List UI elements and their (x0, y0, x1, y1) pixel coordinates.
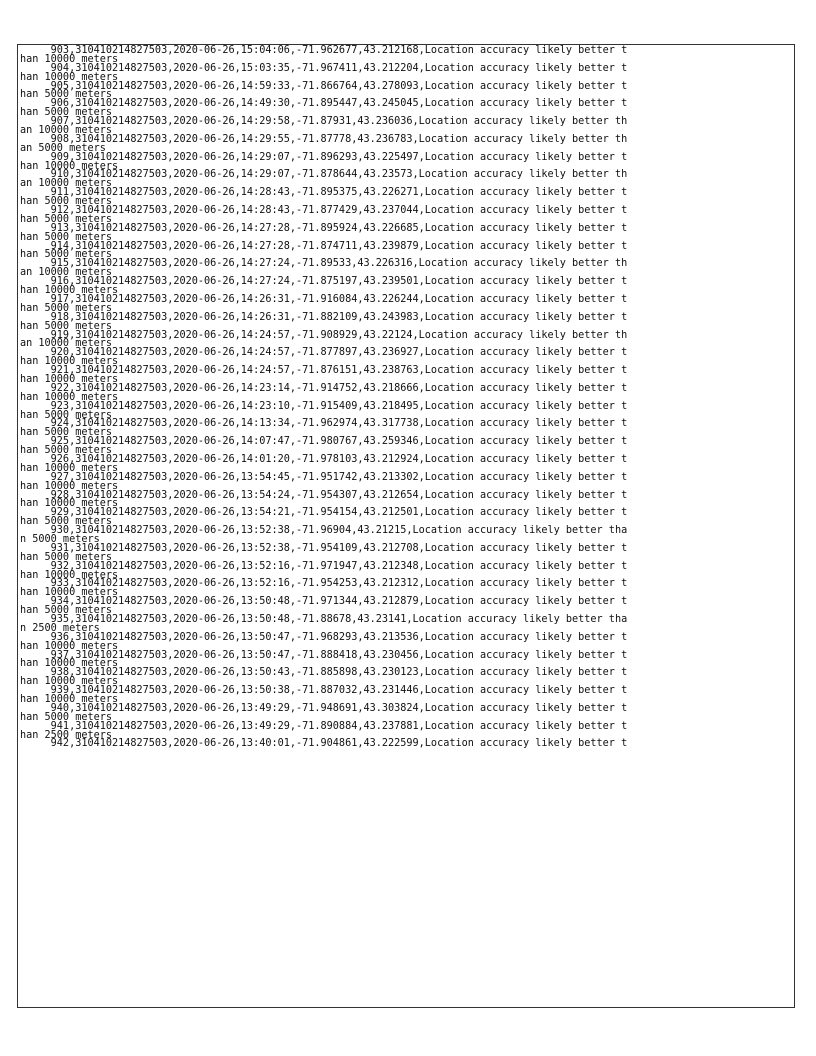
log-line: 911,310410214827503,2020-06-26,14:28:43,-71.895375,43.226271,Location accuracy likely better t (20, 187, 628, 199)
log-line: han 5000 meters (20, 711, 113, 723)
log-line: han 10000 meters (20, 658, 119, 670)
log-line: 918,310410214827503,2020-06-26,14:26:31,-71.882109,43.243983,Location accuracy likely better t (20, 311, 628, 323)
log-line: 908,310410214827503,2020-06-26,14:29:55,-71.87778,43.236783,Location accuracy likely better th (20, 133, 628, 145)
log-line: han 5000 meters (20, 427, 113, 439)
log-line: 926,310410214827503,2020-06-26,14:01:20,-71.978103,43.212924,Location accuracy likely better t (20, 453, 628, 465)
log-line: han 5000 meters (20, 231, 113, 243)
log-line: han 10000 meters (20, 569, 119, 581)
log-line: 938,310410214827503,2020-06-26,13:50:43,-71.885898,43.230123,Location accuracy likely better t (20, 667, 628, 679)
log-line: han 10000 meters (20, 587, 119, 599)
log-line: 933,310410214827503,2020-06-26,13:52:16,-71.954253,43.212312,Location accuracy likely better t (20, 578, 628, 590)
log-line: 919,310410214827503,2020-06-26,14:24:57,-71.908929,43.22124,Location accuracy likely better th (20, 329, 628, 341)
log-line: 910,310410214827503,2020-06-26,14:29:07,-71.878644,43.23573,Location accuracy likely better th (20, 169, 628, 181)
log-line: 914,310410214827503,2020-06-26,14:27:28,-71.874711,43.239879,Location accuracy likely better t (20, 240, 628, 252)
log-line: han 10000 meters (20, 498, 119, 510)
log-line: han 5000 meters (20, 107, 113, 119)
log-line: 917,310410214827503,2020-06-26,14:26:31,-71.916084,43.226244,Location accuracy likely better t (20, 293, 628, 305)
location-log (18, 45, 794, 749)
log-line: 927,310410214827503,2020-06-26,13:54:45,-71.951742,43.213302,Location accuracy likely better t (20, 471, 628, 483)
log-line: han 5000 meters (20, 516, 113, 528)
log-line: han 10000 meters (20, 71, 119, 83)
log-line: 935,310410214827503,2020-06-26,13:50:48,-71.88678,43.23141,Location accuracy likely better tha (20, 614, 628, 625)
log-line: 934,310410214827503,2020-06-26,13:50:48,-71.971344,43.212879,Location accuracy likely better t (20, 596, 628, 608)
log-line: an 10000 meters (20, 125, 113, 137)
log-line: han 5000 meters (20, 409, 113, 421)
log-line: 907,310410214827503,2020-06-26,14:29:58,-71.87931,43.236036,Location accuracy likely better th (20, 116, 628, 128)
log-line: 915,310410214827503,2020-06-26,14:27:24,-71.89533,43.226316,Location accuracy likely better th (20, 258, 628, 270)
log-line: 925,310410214827503,2020-06-26,14:07:47,-71.980767,43.259346,Location accuracy likely better t (20, 436, 628, 448)
log-line: han 10000 meters (20, 462, 119, 474)
log-line: han 5000 meters (20, 196, 113, 208)
log-line: 929,310410214827503,2020-06-26,13:54:21,-71.954154,43.212501,Location accuracy likely better t (20, 507, 628, 519)
log-line: han 10000 meters (20, 373, 119, 385)
log-line: n 5000 meters (20, 533, 100, 545)
log-line: han 5000 meters (20, 605, 113, 617)
log-line: 912,310410214827503,2020-06-26,14:28:43,-71.877429,43.237044,Location accuracy likely better t (20, 205, 628, 217)
log-line: 920,310410214827503,2020-06-26,14:24:57,-71.877897,43.236927,Location accuracy likely better t (20, 347, 628, 359)
log-line: 941,310410214827503,2020-06-26,13:49:29,-71.890884,43.237881,Location accuracy likely better t (20, 720, 628, 732)
log-line: han 10000 meters (20, 285, 119, 297)
log-line: han 10000 meters (20, 160, 119, 172)
log-line: 903,310410214827503,2020-06-26,15:04:06,-71.962677,43.212168,Location accuracy likely better t (20, 45, 628, 56)
log-line: 913,310410214827503,2020-06-26,14:27:28,-71.895924,43.226685,Location accuracy likely better t (20, 222, 628, 234)
log-line: han 10000 meters (20, 480, 119, 492)
log-frame (17, 44, 795, 1008)
log-line: han 10000 meters (20, 694, 119, 706)
log-line: 905,310410214827503,2020-06-26,14:59:33,-71.866764,43.278093,Location accuracy likely better t (20, 80, 628, 92)
log-line: 936,310410214827503,2020-06-26,13:50:47,-71.968293,43.213536,Location accuracy likely better t (20, 631, 628, 643)
log-line: 922,310410214827503,2020-06-26,14:23:14,-71.914752,43.218666,Location accuracy likely better t (20, 382, 628, 394)
log-line: han 5000 meters (20, 89, 113, 101)
log-line: 906,310410214827503,2020-06-26,14:49:30,-71.895447,43.245045,Location accuracy likely better t (20, 98, 628, 110)
log-line: han 5000 meters (20, 551, 113, 563)
log-line: 940,310410214827503,2020-06-26,13:49:29,-71.948691,43.303824,Location accuracy likely better t (20, 702, 628, 714)
log-line: an 10000 meters (20, 178, 113, 190)
log-line: han 5000 meters (20, 302, 113, 314)
log-line: 921,310410214827503,2020-06-26,14:24:57,-71.876151,43.238763,Location accuracy likely better t (20, 365, 628, 377)
log-line: han 10000 meters (20, 391, 119, 403)
log-line: an 10000 meters (20, 267, 113, 279)
log-line: 931,310410214827503,2020-06-26,13:52:38,-71.954109,43.212708,Location accuracy likely better t (20, 542, 628, 554)
log-line: 916,310410214827503,2020-06-26,14:27:24,-71.875197,43.239501,Location accuracy likely better t (20, 276, 628, 288)
log-line: 932,310410214827503,2020-06-26,13:52:16,-71.971947,43.212348,Location accuracy likely better t (20, 560, 628, 572)
log-line: n 2500 meters (20, 622, 100, 634)
log-line: 923,310410214827503,2020-06-26,14:23:10,-71.915409,43.218495,Location accuracy likely better t (20, 400, 628, 412)
log-line: 909,310410214827503,2020-06-26,14:29:07,-71.896293,43.225497,Location accuracy likely better t (20, 151, 628, 163)
log-line: han 10000 meters (20, 640, 119, 652)
log-line: han 2500 meters (20, 729, 113, 741)
log-line: 924,310410214827503,2020-06-26,14:13:34,-71.962974,43.317738,Location accuracy likely better t (20, 418, 628, 430)
log-line: han 10000 meters (20, 356, 119, 368)
log-line: an 10000 meters (20, 338, 113, 350)
log-line: 904,310410214827503,2020-06-26,15:03:35,-71.967411,43.212204,Location accuracy likely better t (20, 62, 628, 74)
log-line: han 5000 meters (20, 249, 113, 261)
log-line: 942,310410214827503,2020-06-26,13:40:01,-71.904861,43.222599,Location accuracy likely better t (20, 738, 628, 750)
log-line: 928,310410214827503,2020-06-26,13:54:24,-71.954307,43.212654,Location accuracy likely better t (20, 489, 628, 501)
log-line: han 10000 meters (20, 53, 119, 65)
log-line: han 10000 meters (20, 676, 119, 688)
log-line: 937,310410214827503,2020-06-26,13:50:47,-71.888418,43.230456,Location accuracy likely better t (20, 649, 628, 661)
log-line: 939,310410214827503,2020-06-26,13:50:38,-71.887032,43.231446,Location accuracy likely better t (20, 685, 628, 697)
log-line: an 5000 meters (20, 142, 106, 154)
log-line: han 5000 meters (20, 445, 113, 457)
log-line: han 5000 meters (20, 213, 113, 225)
log-line: han 5000 meters (20, 320, 113, 332)
log-line: 930,310410214827503,2020-06-26,13:52:38,-71.96904,43.21215,Location accuracy likely better tha (20, 525, 628, 537)
